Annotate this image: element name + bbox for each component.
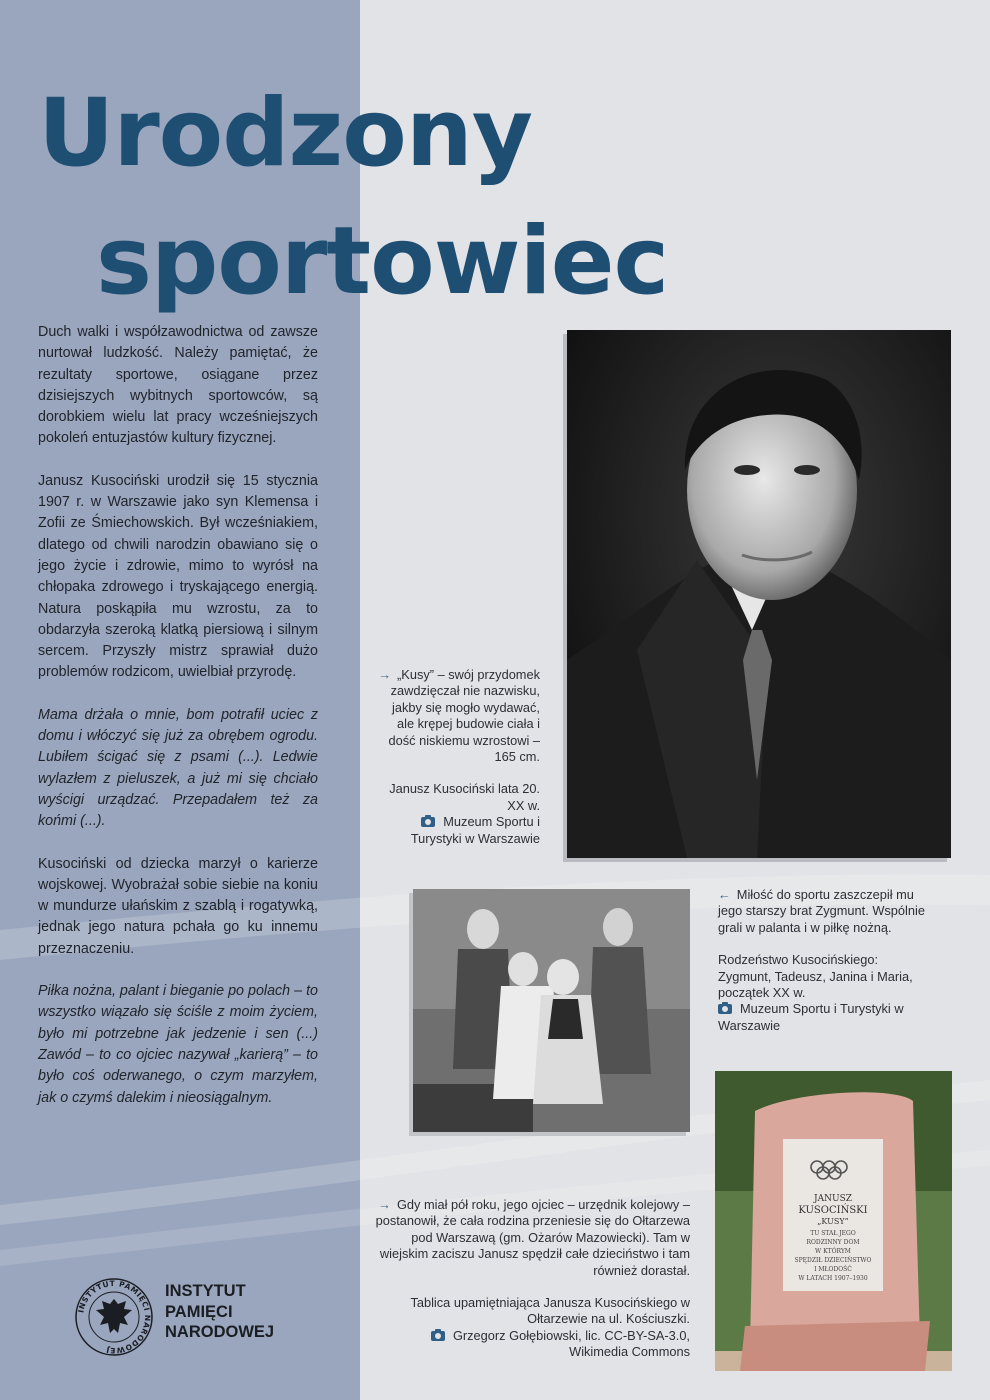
- plaque-name-1: JANUSZ: [814, 1194, 852, 1204]
- plaque-line-1: TU STAŁ JEGO: [810, 1230, 856, 1237]
- arrow-right-icon: →: [378, 1197, 391, 1212]
- arrow-left-icon: ←: [718, 887, 731, 902]
- body-paragraph-1: Duch walki i współzawodnictwa od zawsze nurtował ludzkość. Należy pamiętać, że rezultaty sportowe, osiągane przez dzisiejszych wybitnych sportowców, są dorobkiem wielu lat pracy wcześniejszych pokoleń entuzjastów kultury fizycznej.: [38, 324, 318, 447]
- plaque-name-2: KUSOCIŃSKI: [798, 1205, 868, 1216]
- body-paragraph-4: Kusociński od dziecka marzył o karierze wojskowej. Wyobrażał sobie siebie na koniu w mundurze ułańskim z szablą i rogatywką, jednak jego natura pchała go ku innemu przeznaczeniu.: [38, 855, 318, 957]
- caption-kusy: [375, 667, 540, 847]
- logo-ring-text: INSTYTUT PAMIĘCI NARODOWEJ: [76, 1278, 153, 1356]
- caption-gdy-photo-title: Tablica upamiętniająca Janusza Kusocińskiego w Ołtarzewie na ul. Kościuszki.: [410, 1295, 690, 1327]
- ipn-eagle-logo: [74, 1277, 154, 1357]
- plaque-line-2: RODZINNY DOM: [806, 1239, 860, 1246]
- plaque-line-4: SPĘDZIŁ DZIECIŃSTWO: [794, 1257, 872, 1264]
- camera-icon: [421, 817, 435, 827]
- camera-icon: [718, 1004, 732, 1014]
- caption-milosc: [718, 887, 933, 1034]
- ipn-line-2: PAMIĘCI: [165, 1302, 233, 1321]
- title-line-2: sportowiec: [96, 207, 669, 316]
- caption-kusy-photo-title: Janusz Kusociński lata 20. XX w.: [389, 781, 540, 813]
- camera-icon: [431, 1331, 445, 1341]
- plaque-line-6: W LATACH 1907–1930: [798, 1275, 868, 1282]
- plaque-line-5: I MŁODOŚĆ: [814, 1266, 852, 1273]
- plaque-nick: „KUSY”: [817, 1217, 849, 1226]
- body-quote-2: Piłka nożna, palant i bieganie po polach – to wszystko wiązało się ściśle z moim życiem, było mi potrzebne jak jedzenie i sen (...) Zawód – to co ojciec nazywał „karierą” – to było coś oderwanego, o czym marzyłem, jak o czymś dalekim i nieosiągalnym.: [38, 983, 318, 1106]
- ipn-line-3: NARODOWEJ: [165, 1323, 275, 1341]
- caption-gdy: [370, 1197, 690, 1361]
- caption-milosc-photo-title: Rodzeństwo Kusocińskiego: Zygmunt, Tadeusz, Janina i Maria, początek XX w.: [718, 952, 913, 1001]
- caption-gdy-text: Gdy miał pół roku, jego ojciec – urzędnik kolejowy – postanowił, że cała rodzina przeniesie się do Ołtarzewa pod Warszawą (gm. Ożarów Mazowiecki). Tam w wiejskim zaciszu Janusz spędził całe dzieciństwo i tam również dorastał.: [375, 1197, 690, 1278]
- body-quote-1: Mama drżała o mnie, bom potrafił uciec z domu i włóczyć się już za obrębem ogrodu. Lubiłem ścigać się z psami (...). Ledwie wylazłem z pieluszek, a już mi się chciało wyścigi urządzać. Przepadałem też za końmi (...).: [38, 706, 318, 830]
- page-title: [38, 70, 738, 326]
- caption-kusy-text: „Kusy” – swój przydomek zawdzięczał nie nazwisku, jakby się mogło wydawać, ale krępej budowie ciała i dość niskiemu wzrostowi – 165 cm.: [388, 667, 540, 765]
- plaque-photo: [715, 1071, 952, 1371]
- plaque-line-3: W KTÓRYM: [815, 1248, 851, 1255]
- caption-milosc-credit: Muzeum Sportu i Turystyki w Warszawie: [718, 1001, 904, 1033]
- portrait-photo: [567, 330, 951, 858]
- siblings-photo: [413, 889, 690, 1132]
- caption-gdy-credit: Grzegorz Gołębiowski, lic. CC-BY-SA-3.0, Wikimedia Commons: [452, 1327, 690, 1360]
- body-paragraph-2: Janusz Kusociński urodził się 15 stycznia 1907 r. w Warszawie jako syn Klemensa i Zofii ze Śmiechowskich. Był wcześniakiem, dlatego od chwili narodzin obawiano się o jego życie i zdrowie, mimo to wyrósł na chłopaka zdrowego i tryskającego energią. Natura poskąpiła mu wzrostu, za to obdarzyła szeroką klatką piersiową i silnym sercem. Przyszły mistrz sprawiał dużo problemów rodzicom, uwielbiał przyrodę.: [38, 472, 318, 681]
- caption-kusy-credit: Muzeum Sportu i Turystyki w Warszawie: [410, 814, 540, 846]
- ipn-wordmark: [165, 1281, 274, 1343]
- body-text: [38, 322, 318, 1130]
- ipn-line-1: INSTYTUT: [165, 1282, 246, 1300]
- title-line-1: Urodzony: [38, 79, 533, 188]
- caption-milosc-text: Miłość do sportu zaszczepił mu jego starszy brat Zygmunt. Wspólnie grali w palanta i w piłkę nożną.: [718, 887, 925, 935]
- arrow-right-icon: →: [378, 667, 392, 682]
